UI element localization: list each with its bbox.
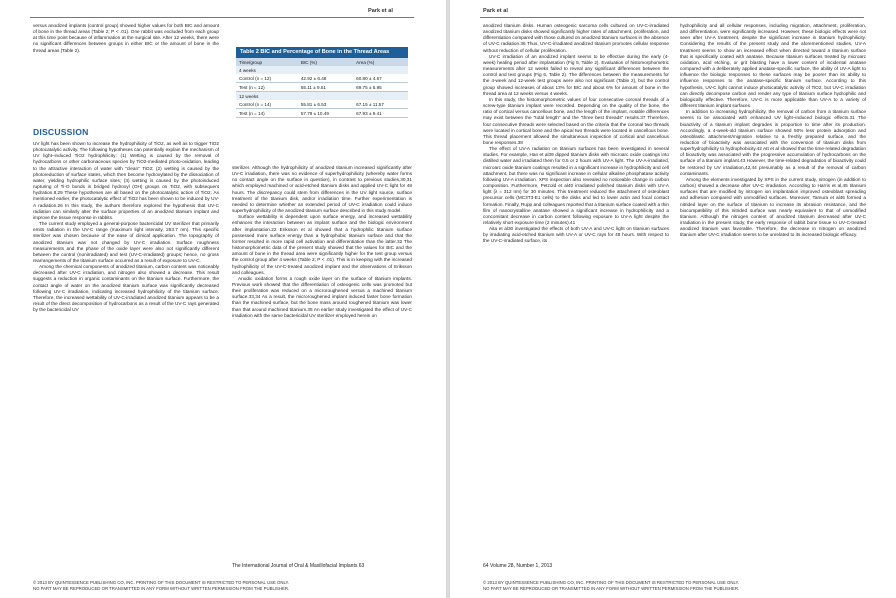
left-page bbox=[0, 0, 446, 598]
paragraph: versus anodized implants (control group) showed higher values for both BIC and amount of bone in the thread areas (Table 2; P < .01). One rabbit was excluded from each group at this time point because of inflammation at the surgical site. After 12 weeks, there were no significant differences between groups in either BIC or the amount of bone in the thread areas (Table 2). bbox=[33, 23, 219, 53]
section-heading: DISCUSSION bbox=[33, 127, 89, 137]
header-rule bbox=[480, 17, 864, 18]
left-col2-body bbox=[232, 165, 412, 555]
table-title: Table 2 BIC and Percentage of Bone in the Thread Areas bbox=[236, 47, 408, 58]
paragraph: The effect of UV-A radiation on titanium surfaces has been investigated in several studies. For example, Han et al39 dipped titanium disks with microarc oxide coatings into distilled water and irradiated them for 0.5 or 2 hours with UV-A light. The UV-A-irradiated, microarc oxide titanium coatings resulted in a significant increase in hydrophilicity and cell attachment, but there was no significant increase in cellular alkaline phosphatase activity following UV-A irradiation. XPS inspection also revealed no noticeable change in carbon composition. Furthermore, Petzold et al40 irradiated polished titanium disks with UV-A light (λ = 312 nm) for 30 minutes. This treatment reduced the attachment of osteoblast precursor cells (MC3T3-E1 cells) to the disks and led to lower actin and focal contact formation. Finally, Rupp and colleagues reported that a titanium surface coated with a thin film of nanocrystalline anatase showed a significant increase in hydrophilicity and a concomitant decrease in carbon content following exposure to UV-A light despite the relatively short exposure time (2 minutes).41 bbox=[483, 146, 669, 225]
paragraph: Aita et al30 investigated the effects of both UV-A and UV-C light on titanium surfaces by irradiating acid-etched titanium with UV-A or UV-C rays for 48 hours. With respect to the UV-C-irradiated surface, its bbox=[483, 226, 669, 244]
column-header: Area (%) bbox=[353, 58, 408, 66]
paragraph: UV light has been shown to increase the hydrophilicity of TiO2, as well as to trigger TiO2 photocatalytic activity. The following hypotheses can potentially explain the mechanism of UV light–induced TiO2 hydrophilicity: (1) Wetting is caused by the removal of hydrocarbons or other carbonaceous species by TiO2-mediated photo-oxidation, leading to the attractive interaction of water with "clean" TiO2; (2) wetting is caused by the photoreduction of surface states, which then become hydroxylated by the dissociation of water, yielding hydrophilic surface sites; (3) wetting is caused by the photoinduced rupturing of Ti-O bonds in bridged hydroxyl (OH) groups on TiO2, with subsequent hydration.8,29 These hypotheses are all based on the photocatalytic action of TiO2. As mentioned earlier, the photocatalytic effect of TiO2 has been shown to be induced by UV-A radiation.26 In this study, the authors therefore explored the hypothesis that UV-C radiation can similarly alter the surface properties of an anodized titanium implant and improve the tissue response in rabbits. bbox=[33, 141, 219, 220]
copyright-line-2: NO PART MAY BE REPRODUCED OR TRANSMITTED IN ANY FORM WITHOUT WRITTEN PERMISSION FROM THE PUBLISHER. bbox=[483, 586, 740, 591]
paragraph: Among the elements investigated by XPS in the current study, nitrogen (in addition to carbon) showed a decrease after UV-C irradiation. According to Harris et al,45 titanium surfaces that are modified by nitrogen ion implantation improved osteoblast spreading and adhesion compared with unmodified surfaces. Moreover, Tamura et al46 formed a nitrided layer on the surface of titanium to increase its abrasion resistance, and the biocompatibility of this nitrided surface was nearly equivalent to that of unmodified titanium. Although the nitrogen content of anodized titanium decreased after UV-C irradiation in the present study, the early response of rabbit bone tissue to UV-C-treated anodized titanium was favorable. Therefore, the decrease in nitrogen on anodized titanium after UV-C irradiation seems to be unrelated to its increased biologic efficacy. bbox=[680, 176, 866, 238]
right-col1-body bbox=[483, 23, 669, 556]
paragraph: anodized titanium disks. Human osteogenic sarcoma cells cultured on UV-C-irradiated anodized titanium disks showed significantly higher rates of attachment, proliferation, and differentiation compared with those cultured on anodized titanium surfaces in the absence of UV-C radiation.36 Thus, UV-C-irradiated anodized titanium promotes cellular response without reduction of cellular proliferation. bbox=[483, 23, 669, 53]
paragraph: Surface wettability is dependent upon surface energy, and increased wettability enhances the interaction between an implant surface and the biologic environment after implantation.22 Eriksson et al showed that a hydrophilic titanium surface possessed more surface energy than a hydrophobic titanium surface and that the former resulted in more rapid cell activation and differentiation than the latter.32 The histomorphometric data of the present study showed that the values for BIC and the amount of bone in the thread area were significantly higher for the test group versus the control group after 4 weeks (Table 2; P < .01). This is in keeping with the increased hydrophilicity of the UV-C-treated anodized implant and the observations of Eriksson and colleagues. bbox=[232, 214, 412, 275]
cell-group: Control (n = 12) bbox=[236, 74, 298, 83]
paragraph: Among the chemical components of anodized titanium, carbon content was noticeably decreased after UV-C irradiation, and nitrogen also showed a decrease. This result suggests a reduction in organic contaminants on the titanium surface. Furthermore, the contact angle of water on the anodized titanium surface was significantly decreased following UV-C irradiation, indicating increased hydrophilicity of the titanium surface. Therefore, the increased wettability of UV-C-irradiated anodized titanium appears to be a result of the direct decomposition of hydrocarbons as a result of the UV-C rays generated by the bactericidal UV bbox=[33, 264, 219, 313]
table-row bbox=[236, 74, 408, 83]
cell-bic: 42.92 ± 6.48 bbox=[298, 74, 353, 83]
paragraph: Anodic oxidation forms a rough oxide layer on the surface of titanium implants. Previous work showed that the differentiation of osteogenic cells was promoted but their proliferation was reduced on a microroughened versus a machined titanium surface.33,34 As a result, the microroughened implant induced faster bone formation than the machined surface, but the bone mass around roughened titanium was lower than that around machined titanium.35 An earlier study investigated the effect of UV-C irradiation with the same bactericidal UV sterilizer employed herein on bbox=[232, 275, 412, 318]
left-col1-body bbox=[33, 141, 219, 555]
paragraph: In this study, the histomorphometric values of four consecutive coronal threads of a screw-type titanium implant were recorded. Depending on the quality of the bone, the ratio of cortical versus cancellous bone, and the length of the implant, notable differences may exist between the "total length" and the "three best threads" results.37 Therefore, four consecutive threads were selected based on the criteria that the coronal two threads were located in cortical bone and the apical two threads were located in cancellous bone. This thread placement allowed the simultaneous inspection of cortical and cancellous bone responses.38 bbox=[483, 96, 669, 145]
cell-area: 69.75 ± 5.95 bbox=[353, 83, 408, 92]
right-col2-body bbox=[680, 23, 866, 556]
column-header: Time/group bbox=[236, 58, 298, 66]
right-page bbox=[450, 0, 896, 598]
page-footer: The International Journal of Oral & Maxillofacial Implants 63 bbox=[232, 563, 365, 569]
running-head: Park et al bbox=[483, 8, 508, 14]
table-row bbox=[236, 109, 408, 118]
paragraph: hydrophilicity and all cellular responses, including migration, attachment, proliferation, and differentiation, were significantly increased. However, these biologic effects were not seen after UV-A treatment, despite the significant increase in titanium hydrophilicity. Considering the results of the present study and the aforementioned studies, UV-A treatment seems to show an increased effect when directed toward a titanium surface that is specifically coated with anatase. Because titanium surfaces treated by microarc oxidation, acid etching, or grit blasting have a lower content of incidental anatase compared with a deliberately applied anatase-specific surface, the ability of UV-A light to influence the biologic responses to these surfaces may be poorer than its ability to influence responses to the anatase-specific titanium surface. According to this hypothesis, UV-C light cannot induce photocatalytic activity of TiO2, but UV-C irradiation can directly decompose carbon and render any type of titanium surface hydrophilic and biologically effective. Therefore, UV-C is more applicable than UV-A to a variety of different titanium implant surfaces. bbox=[680, 23, 866, 109]
cell-group: Test (n = 12) bbox=[236, 83, 298, 92]
running-head: Park et al bbox=[368, 8, 393, 14]
cell-bic: 55.81 ± 6.53 bbox=[298, 100, 353, 109]
left-col1-intro bbox=[33, 23, 219, 123]
group-label: 4 weeks bbox=[236, 66, 408, 74]
cell-area: 67.93 ± 9.41 bbox=[353, 109, 408, 118]
cell-area: 60.80 ± 4.67 bbox=[353, 74, 408, 83]
cell-area: 67.15 ± 11.57 bbox=[353, 100, 408, 109]
table-row bbox=[236, 100, 408, 109]
table-row bbox=[236, 83, 408, 92]
cell-group: Test (n = 14) bbox=[236, 109, 298, 118]
cell-bic: 57.78 ± 10.49 bbox=[298, 109, 353, 118]
copyright-line-1: © 2013 BY QUINTESSENCE PUBLISHING CO, INC. PRINTING OF THIS DOCUMENT IS RESTRICTED TO PERSONAL USE ONLY. bbox=[33, 580, 290, 585]
data-table bbox=[236, 58, 408, 118]
table-group-row bbox=[236, 66, 408, 74]
table-group-row bbox=[236, 92, 408, 101]
paragraph: UV-C irradiation of an anodized implant seems to be effective during the early (4-week) healing period after implantation (Fig 5, Table 2). Evaluation of histomorphometric measurements after 12 weeks failed to reveal any significant differences between the control and test groups (Fig 6, Table 2). The differences between the measurements for the 4-week and 12-week test groups were also not significant (Table 2), but the control group showed increases of about 13% for BIC and about 6% for amount of bone in the thread area at 12 weeks versus 4 weeks. bbox=[483, 53, 669, 96]
copyright-line-1: © 2013 BY QUINTESSENCE PUBLISHING CO, INC. PRINTING OF THIS DOCUMENT IS RESTRICTED TO PERSONAL USE ONLY. bbox=[483, 580, 740, 585]
column-header: BIC (%) bbox=[298, 58, 353, 66]
paragraph: sterilizer. Although the hydrophilicity of anodized titanium increased significantly after UV-C irradiation, there was no evidence of superhydrophilicity (whereby water forms no contact angle on the surface in question), in contrast to previous studies,30,31 which employed machined or acid-etched titanium disks and applied UV-C light for 48 hours. The discrepancy could stem from differences in the UV light source, surface treatment of the titanium disk, and/or irradiation time. Further experimentation is needed to determine whether an extended period of UV-C irradiation could induce superhydrophilicity of the anodized titanium surface described in this study model. bbox=[232, 165, 412, 214]
paragraph: In addition to increasing hydrophilicity, the removal of carbon from a titanium surface seems to be associated with enhanced UV light–induced biologic effects.31 The bioactivity of a titanium implant degrades in proportion to time after its production. Accordingly, a 4-week-old titanium surface showed 50% less protein adsorption and osteoblastic attachment/migration relative to a freshly prepared surface, and the reduction of bioactivity was associated with the conversion of titanium disks from superhydrophilicity to hydrophobicity.42 Att et al showed that the time-related degradation of bioactivity was associated with the progressive accumulation of hydrocarbons on the surface of a titanium implant.43 However, the time-related degradation of bioactivity could be restored by UV irradiation,42,44 presumably as a result of the removal of carbon contaminants. bbox=[680, 109, 866, 176]
cell-group: Control (n = 14) bbox=[236, 100, 298, 109]
header-rule bbox=[30, 17, 414, 18]
group-label: 12 weeks bbox=[236, 92, 408, 101]
page-footer: 64 Volume 28, Number 1, 2013 bbox=[483, 563, 553, 569]
table-2 bbox=[236, 47, 408, 118]
paragraph: The current study employed a general-purpose bactericidal UV sterilizer that primarily emits radiation in the UV-C range (maximum light intensity, 253.7 nm). This specific sterilizer was chosen because of the ease of clinical application. The topography of anodized titanium was not changed by UV-C irradiation. Surface roughness measurements and the phase of the oxide layer were also not significantly different between the control (nonirradiated) and test (UV-C-irradiated) groups; hence, no gross rearrangements of the titanium surface occurred as a result of exposure to UV-C. bbox=[33, 221, 219, 263]
cell-bic: 55.11 ± 9.51 bbox=[298, 83, 353, 92]
copyright-line-2: NO PART MAY BE REPRODUCED OR TRANSMITTED IN ANY FORM WITHOUT WRITTEN PERMISSION FROM THE PUBLISHER. bbox=[33, 586, 290, 591]
table-header-row bbox=[236, 58, 408, 66]
